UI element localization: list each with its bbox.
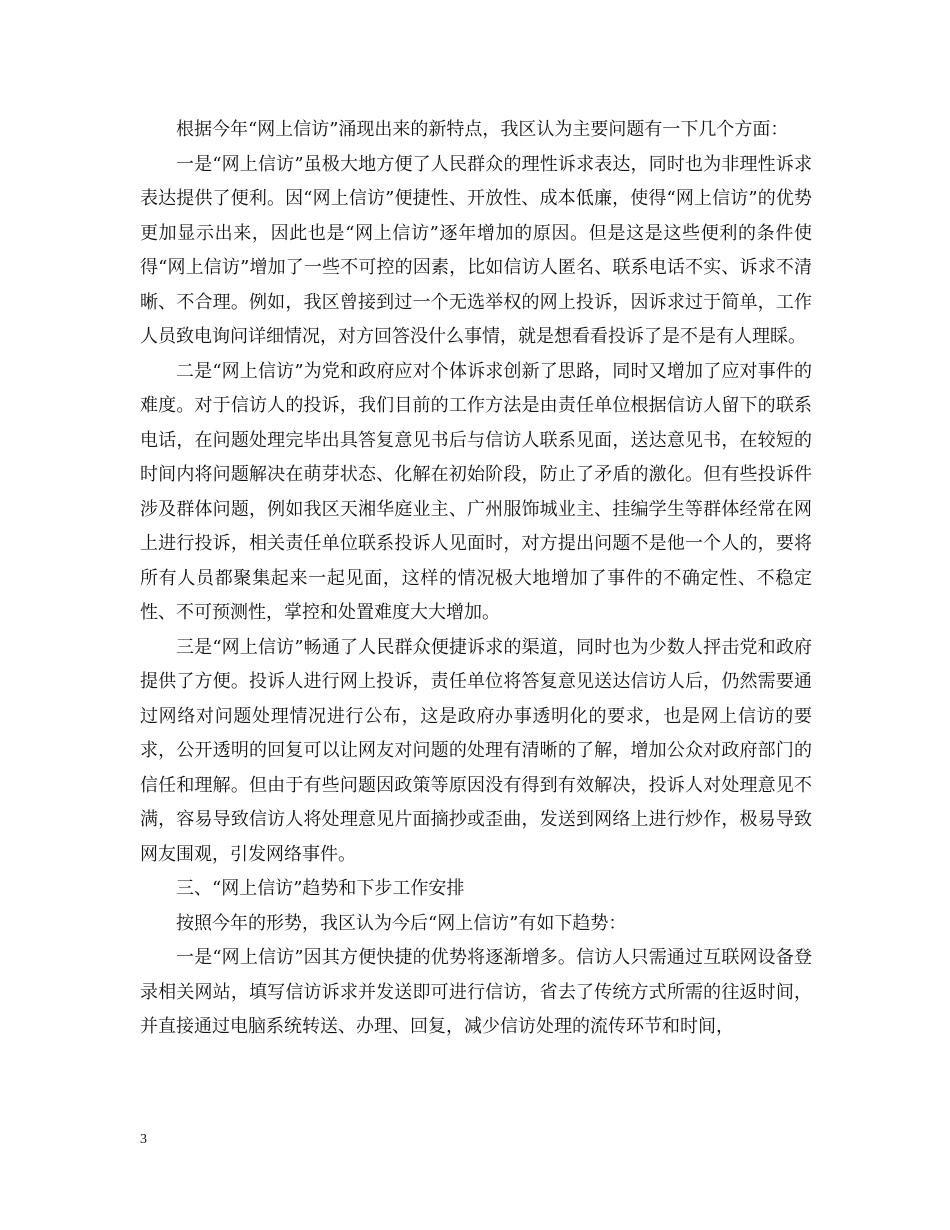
paragraph-trend-1: 一是“网上信访”因其方便快捷的优势将逐渐增多。信访人只需通过互联网设备登录相关网站，填写信访诉求并发送即可进行信访，省去了传统方式所需的往返时间，并直接通过电脑系统转送、办理、回复，减少信访处理的流传环节和时间， — [140, 947, 812, 1037]
paragraph-problem-2: 二是“网上信访”为党和政府应对个体诉求创新了思路，同时又增加了应对事件的难度。对于信访人的投诉，我们目前的工作方法是由责任单位根据信访人留下的联系电话，在问题处理完毕出具答复意见书后与信访人联系见面，送达意见书，在较短的时间内将问题解决在萌芽状态、化解在初始阶段，防止了矛盾的激化。但有些投诉件涉及群体问题，例如我区天湘华庭业主、广州服饰城业主、挂编学生等群体经常在网上进行投诉，相关责任单位联系投诉人见面时，对方提出问题不是他一个人的，要将所有人员都聚集起来一起见面，这样的情况极大地增加了事件的不确定性、不稳定性、不可预测性，掌控和处置难度大大增加。 — [140, 360, 812, 623]
paragraph-trend-intro: 按照今年的形势，我区认为今后“网上信访”有如下趋势： — [176, 912, 627, 934]
page-number: 3 — [140, 1132, 147, 1147]
paragraph-problem-3: 三是“网上信访”畅通了人民群众便捷诉求的渠道，同时也为少数人抨击党和政府提供了方便。投诉人进行网上投诉，责任单位将答复意见送达信访人后，仍然需要通过网络对问题处理情况进行公布，这是政府办事透明化的要求，也是网上信访的要求，公开透明的回复可以让网友对问题的处理有清晰的了解，增加公众对政府部门的信任和理解。但由于有些问题因政策等原因没有得到有效解决，投诉人对处理意见不满，容易导致信访人将处理意见片面摘抄或歪曲，发送到网络上进行炒作，极易导致网友围观，引发网络事件。 — [140, 636, 812, 865]
paragraph-problem-1: 一是“网上信访”虽极大地方便了人民群众的理性诉求表达，同时也为非理性诉求表达提供了便利。因“网上信访”便捷性、开放性、成本低廉，使得“网上信访”的优势更加显示出来，因此也是“网上信访”逐年增加的原因。但是这是这些便利的条件使得“网上信访”增加了一些不可控的因素，比如信访人匿名、联系电话不实、诉求不清晰、不合理。例如，我区曾接到过一个无选举权的网上投诉，因诉求过于简单，工作人员致电询问详细情况，对方回答没什么事情，就是想看看投诉了是不是有人理睬。 — [140, 153, 812, 347]
document-body — [140, 113, 812, 1045]
paragraph-intro: 根据今年“网上信访”涌现出来的新特点，我区认为主要问题有一下几个方面： — [176, 119, 789, 140]
section-heading-3: 三、“网上信访”趋势和下步工作安排 — [176, 878, 465, 899]
